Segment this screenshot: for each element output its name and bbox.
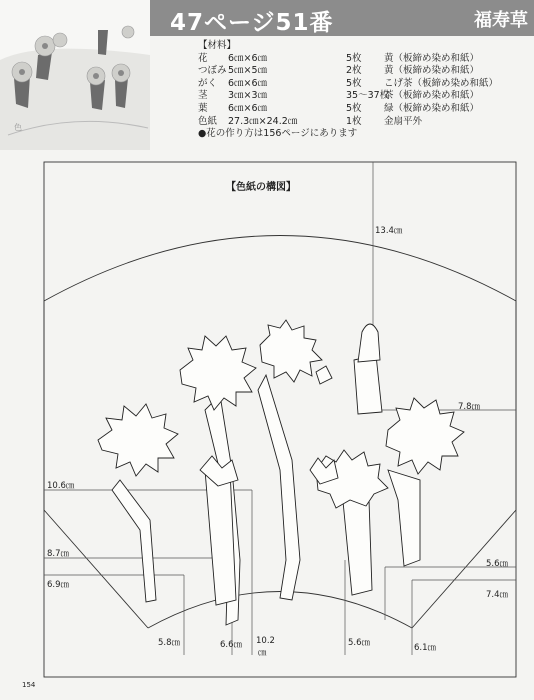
material-count: 5枚 (346, 102, 362, 114)
thumb-label: 色 (14, 123, 22, 132)
material-size: 6㎝×6㎝ (228, 102, 268, 114)
diagram-title: 【色紙の構図】 (226, 182, 296, 193)
material-note: 黄（板締め染め和紙） (384, 65, 480, 77)
flower-drawing (386, 398, 464, 474)
material-note: 緑（板締め染め和紙） (384, 102, 480, 114)
leaf-drawing (316, 366, 332, 384)
dimension-label: 6.1㎝ (414, 643, 437, 653)
reference-note: ●花の作り方は156ページにあります (198, 128, 358, 140)
material-name: つぼみ (198, 65, 227, 77)
flower-drawing (180, 336, 256, 410)
dimension-label: 7.8㎝ (458, 402, 481, 412)
material-size: 6㎝×6㎝ (228, 77, 268, 89)
material-name: 葉 (198, 102, 208, 114)
material-count: 5枚 (346, 77, 362, 89)
material-size: 5㎝×5㎝ (228, 65, 268, 77)
dimension-label: 13.4㎝ (375, 226, 403, 236)
material-note: 黄（板締め染め和紙） (384, 52, 480, 64)
material-size: 27.3㎝×24.2㎝ (228, 115, 298, 127)
materials-heading: 【材料】 (198, 40, 237, 51)
dimension-label: 5.6㎝ (486, 559, 509, 569)
material-name: 花 (198, 52, 208, 64)
material-note: 茶（板締め染め和紙） (384, 90, 480, 102)
dimension-label: 10.2 (256, 636, 275, 646)
flower-drawings (98, 320, 464, 625)
material-name: 茎 (198, 90, 208, 102)
dimension-label: 5.6㎝ (348, 638, 371, 648)
page-number: 154 (22, 681, 36, 689)
material-size: 3㎝×3㎝ (228, 90, 268, 102)
material-note: こげ茶（板締め染め和紙） (384, 77, 499, 89)
stem-drawing (112, 480, 156, 602)
material-count: 1枚 (346, 115, 362, 127)
dimension-label: ㎝ (258, 648, 267, 658)
page-title: 47ページ51番 (170, 10, 334, 36)
dimension-label: 6.9㎝ (47, 580, 70, 590)
stem-drawing (388, 470, 420, 566)
flower-drawing (98, 404, 178, 476)
dimension-label: 6.6㎝ (220, 640, 243, 650)
material-size: 6㎝×6㎝ (228, 52, 268, 64)
material-name: 色紙 (198, 115, 218, 127)
bud-drawing (358, 324, 380, 362)
material-count: 5枚 (346, 52, 362, 64)
dimension-label: 10.6㎝ (47, 481, 75, 491)
flower-name: 福寿草 (474, 10, 528, 31)
material-name: がく (198, 77, 218, 89)
bud-stem-drawing (354, 355, 382, 414)
dimension-label: 8.7㎝ (47, 549, 70, 559)
stem-drawing (205, 470, 236, 605)
dimension-label: 5.8㎝ (158, 638, 181, 648)
stem-drawing (258, 375, 300, 600)
flower-drawing (260, 320, 322, 382)
dimension-label: 7.4㎝ (486, 590, 509, 600)
fan-top-arc (44, 236, 516, 302)
material-note: 金扇平外 (384, 115, 423, 127)
material-count: 35～37枚 (346, 90, 390, 102)
material-count: 2枚 (346, 65, 362, 77)
